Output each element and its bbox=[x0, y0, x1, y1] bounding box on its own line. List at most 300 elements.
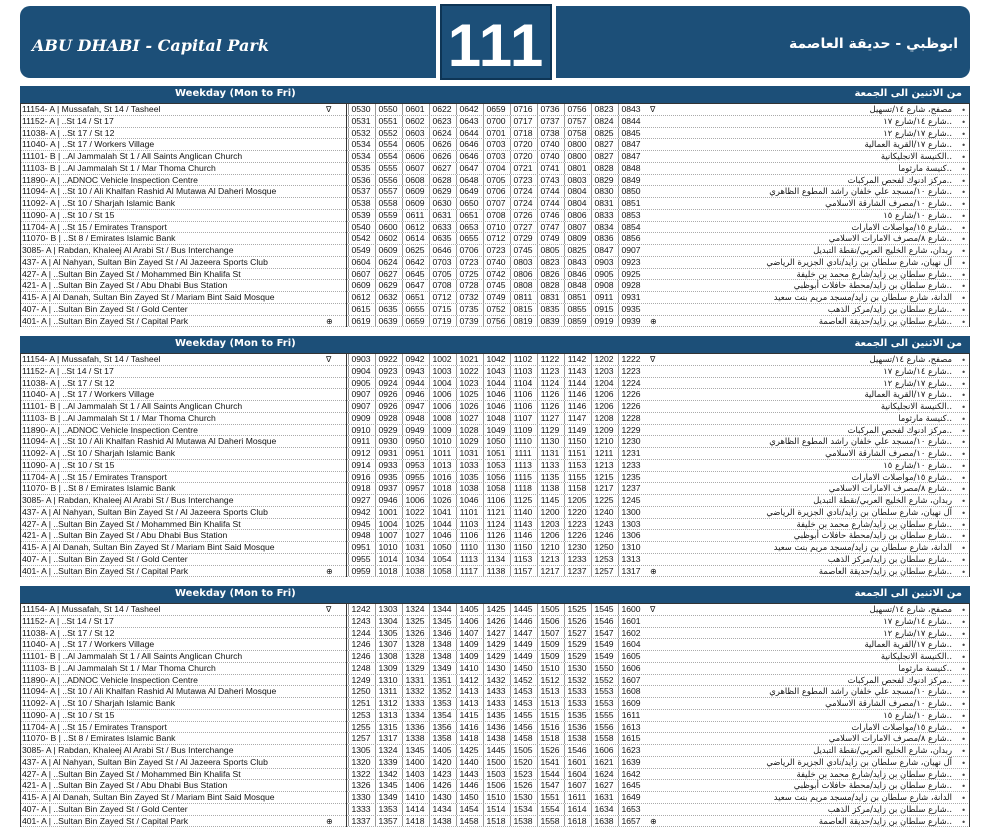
section-title-en: Weekday (Mon to Fri) bbox=[175, 88, 296, 99]
departure-time: 0724 bbox=[510, 186, 535, 197]
departure-times bbox=[348, 757, 648, 768]
departure-time: 1202 bbox=[591, 354, 616, 365]
departure-time: 1004 bbox=[375, 519, 400, 530]
stop-name-en: 11040- A | ..St 17 / Workers Village bbox=[22, 639, 155, 650]
table-row bbox=[20, 507, 970, 519]
table-row bbox=[20, 448, 970, 460]
departure-time: 1210 bbox=[591, 436, 616, 447]
departure-time: 0549 bbox=[348, 245, 373, 256]
table-row bbox=[20, 436, 970, 448]
departure-time: 0907 bbox=[348, 401, 373, 412]
stop-dot-icon: • bbox=[961, 723, 966, 733]
departure-time: 1041 bbox=[429, 507, 454, 518]
departure-time: 1325 bbox=[402, 616, 427, 627]
departure-time: 1609 bbox=[618, 698, 643, 709]
departure-time: 0723 bbox=[483, 245, 508, 256]
departure-time: 0744 bbox=[537, 198, 562, 209]
table-row bbox=[20, 245, 970, 257]
departure-time: 1416 bbox=[456, 722, 481, 733]
departure-time: 1240 bbox=[591, 507, 616, 518]
departure-times bbox=[348, 816, 648, 827]
stop-name-en: 11038- A | ..St 17 / St 12 bbox=[22, 127, 115, 138]
departure-time: 1129 bbox=[537, 425, 562, 436]
departure-times bbox=[348, 128, 648, 139]
departure-time: 1124 bbox=[537, 378, 562, 389]
departure-time: 0927 bbox=[348, 495, 373, 506]
departure-time: 1430 bbox=[483, 663, 508, 674]
departure-time: 0746 bbox=[537, 210, 562, 221]
table-row bbox=[20, 401, 970, 413]
departure-time: 0855 bbox=[564, 304, 589, 315]
table-row bbox=[20, 257, 970, 269]
table-row bbox=[20, 316, 970, 328]
departure-times bbox=[348, 472, 648, 483]
departure-times bbox=[348, 436, 648, 447]
departure-time: 1035 bbox=[456, 472, 481, 483]
departure-time: 1113 bbox=[456, 554, 481, 565]
departure-time: 1053 bbox=[483, 460, 508, 471]
table-row bbox=[20, 604, 970, 616]
stop-name-en: 11040- A | ..St 17 / Workers Village bbox=[22, 139, 155, 150]
departure-time: 1446 bbox=[510, 616, 535, 627]
stop-name-en: 11890- A | ..ADNOC Vehicle Inspection Centre bbox=[22, 424, 198, 435]
departure-time: 0624 bbox=[429, 128, 454, 139]
departure-time: 1138 bbox=[537, 483, 562, 494]
departure-time: 1631 bbox=[591, 792, 616, 803]
departure-time: 0745 bbox=[510, 245, 535, 256]
departure-time: 1143 bbox=[564, 366, 589, 377]
departure-time: 1004 bbox=[429, 378, 454, 389]
departure-time: 1006 bbox=[402, 495, 427, 506]
departure-time: 1331 bbox=[402, 675, 427, 686]
stop-dot-icon: • bbox=[961, 747, 966, 756]
stop-name-ar: ..شارع سلطان بن زايد/شارع محمد بن خليفة bbox=[796, 768, 952, 779]
stop-name-en: 11038- A | ..St 17 / St 12 bbox=[22, 627, 115, 638]
departure-time: 0716 bbox=[510, 104, 535, 115]
departure-time: 1413 bbox=[456, 698, 481, 709]
departure-time: 0823 bbox=[537, 257, 562, 268]
departure-time: 0704 bbox=[483, 163, 508, 174]
departure-time: 0627 bbox=[429, 163, 454, 174]
departure-time: 0651 bbox=[456, 210, 481, 221]
departure-time: 0835 bbox=[537, 304, 562, 315]
stop-name-ar: ..شارع ١٧/القرية العمالية bbox=[864, 639, 952, 650]
departure-times bbox=[348, 292, 648, 303]
departure-time: 0646 bbox=[429, 245, 454, 256]
departure-time: 1223 bbox=[618, 366, 643, 377]
departure-time: 1110 bbox=[456, 542, 481, 553]
timetable-section bbox=[20, 586, 970, 827]
stop-rows bbox=[20, 353, 970, 577]
departure-time: 1607 bbox=[564, 780, 589, 791]
departure-time: 1223 bbox=[564, 519, 589, 530]
stop-dot-icon: • bbox=[961, 367, 966, 377]
departure-time: 1440 bbox=[456, 757, 481, 768]
departure-time: 0659 bbox=[483, 104, 508, 115]
departure-time: 0930 bbox=[375, 436, 400, 447]
departure-time: 1309 bbox=[375, 663, 400, 674]
table-row bbox=[20, 530, 970, 542]
stop-dot-icon: • bbox=[961, 247, 966, 256]
departure-time: 1127 bbox=[537, 413, 562, 424]
departure-time: 1604 bbox=[564, 769, 589, 780]
departure-times bbox=[348, 804, 648, 815]
stop-name-ar: ..شارع سلطان بن زايد/حديقة العاصمة bbox=[818, 815, 952, 826]
departure-time: 0710 bbox=[483, 222, 508, 233]
departure-time: 1253 bbox=[348, 710, 373, 721]
departure-time: 0827 bbox=[591, 151, 616, 162]
departure-time: 0830 bbox=[591, 186, 616, 197]
departure-time: 1324 bbox=[402, 604, 427, 615]
stop-name-ar: مصفح، شارع ١٤/تسهيل bbox=[869, 354, 952, 364]
stop-dot-icon: • bbox=[961, 294, 966, 303]
stop-name-ar: ..شارع ١٠/شارع ١٥ bbox=[883, 709, 952, 720]
departure-time: 0828 bbox=[591, 163, 616, 174]
departure-time: 1027 bbox=[456, 413, 481, 424]
departure-time: 1351 bbox=[429, 675, 454, 686]
departure-time: 0740 bbox=[537, 151, 562, 162]
departure-time: 1512 bbox=[537, 675, 562, 686]
departure-time: 0926 bbox=[375, 389, 400, 400]
departure-time: 1412 bbox=[456, 675, 481, 686]
stop-dot-icon: • bbox=[961, 305, 966, 315]
stop-dot-icon: • bbox=[961, 817, 966, 827]
departure-time: 0639 bbox=[375, 316, 400, 327]
departure-time: 0909 bbox=[348, 413, 373, 424]
departure-time: 1121 bbox=[483, 507, 508, 518]
stop-name-en: 3085- A | Rabdan, Khaleej Al Arabi St / Bus Interchange bbox=[22, 245, 234, 255]
departure-time: 1330 bbox=[348, 792, 373, 803]
departure-time: 1532 bbox=[564, 675, 589, 686]
table-row bbox=[20, 175, 970, 187]
departure-time: 1310 bbox=[618, 542, 643, 553]
departure-time: 1213 bbox=[591, 460, 616, 471]
departure-time: 1044 bbox=[483, 378, 508, 389]
departure-time: 0749 bbox=[483, 292, 508, 303]
departure-times bbox=[348, 542, 648, 553]
departure-time: 0800 bbox=[564, 151, 589, 162]
departure-time: 0728 bbox=[456, 280, 481, 291]
stop-name-ar: ..شارع ١٧/القرية العمالية bbox=[864, 139, 952, 150]
stop-name-en: 401- A | ..Sultan Bin Zayed St / Capital Park bbox=[22, 315, 189, 326]
stop-dot-icon: • bbox=[961, 235, 966, 245]
departure-time: 1555 bbox=[591, 710, 616, 721]
departure-times bbox=[348, 366, 648, 377]
departure-time: 1604 bbox=[618, 639, 643, 650]
departure-time: 0847 bbox=[618, 151, 643, 162]
departure-time: 1042 bbox=[483, 354, 508, 365]
departure-time: 0922 bbox=[375, 354, 400, 365]
departure-time: 0850 bbox=[618, 186, 643, 197]
stop-name-ar: ..الكنيسة الانجليكانية bbox=[880, 401, 952, 411]
departure-times bbox=[348, 616, 648, 627]
departure-time: 1203 bbox=[591, 366, 616, 377]
departure-time: 1432 bbox=[483, 675, 508, 686]
departure-time: 0726 bbox=[510, 210, 535, 221]
stop-dot-icon: • bbox=[961, 711, 966, 721]
start-marker-icon: ∇ bbox=[650, 605, 656, 614]
departure-time: 1618 bbox=[564, 816, 589, 827]
stop-dot-icon: • bbox=[961, 532, 966, 542]
departure-time: 1317 bbox=[618, 566, 643, 577]
departure-times bbox=[348, 222, 648, 233]
departure-time: 1438 bbox=[429, 816, 454, 827]
table-row bbox=[20, 816, 970, 828]
departure-time: 1505 bbox=[537, 604, 562, 615]
departure-time: 1538 bbox=[564, 733, 589, 744]
stop-name-ar: ..شارع ١٧/شارع ١٢ bbox=[883, 627, 952, 638]
stop-name-en: 11103- B | ..Al Jammalah St 1 / Mar Thoma Church bbox=[22, 412, 216, 423]
departure-time: 0719 bbox=[429, 316, 454, 327]
departure-time: 0931 bbox=[618, 292, 643, 303]
departure-time: 0856 bbox=[618, 233, 643, 244]
departure-time: 1414 bbox=[402, 804, 427, 815]
stop-name-ar: ..شارع ١٥/مواصلات الامارات bbox=[851, 721, 952, 732]
departure-time: 1509 bbox=[537, 639, 562, 650]
departure-time: 1111 bbox=[510, 448, 535, 459]
departure-time: 1138 bbox=[483, 566, 508, 577]
departure-time: 0706 bbox=[456, 245, 481, 256]
table-row bbox=[20, 222, 970, 234]
departure-time: 1458 bbox=[456, 816, 481, 827]
stop-name-ar: ..شارع ٨/مصرف الامارات الاسلامي bbox=[828, 733, 952, 744]
table-row bbox=[20, 186, 970, 198]
table-row bbox=[20, 483, 970, 495]
departure-time: 1405 bbox=[456, 604, 481, 615]
stop-dot-icon: • bbox=[961, 200, 966, 209]
departure-time: 1038 bbox=[456, 483, 481, 494]
table-row bbox=[20, 722, 970, 734]
departure-time: 0629 bbox=[429, 186, 454, 197]
table-row bbox=[20, 792, 970, 804]
departure-time: 1237 bbox=[564, 566, 589, 577]
departure-time: 1130 bbox=[537, 436, 562, 447]
stop-dot-icon: • bbox=[961, 223, 966, 233]
departure-time: 1426 bbox=[483, 616, 508, 627]
departure-time: 1317 bbox=[375, 733, 400, 744]
departure-time: 1353 bbox=[429, 698, 454, 709]
departure-time: 0532 bbox=[348, 128, 373, 139]
stop-dot-icon: • bbox=[961, 688, 966, 698]
departure-times bbox=[348, 245, 648, 256]
stop-dot-icon: • bbox=[961, 317, 966, 327]
departure-time: 1456 bbox=[510, 722, 535, 733]
departure-time: 0801 bbox=[564, 163, 589, 174]
departure-time: 1046 bbox=[483, 389, 508, 400]
departure-time: 0903 bbox=[348, 354, 373, 365]
departure-time: 1103 bbox=[510, 366, 535, 377]
departure-time: 1305 bbox=[375, 628, 400, 639]
departure-time: 1530 bbox=[510, 792, 535, 803]
departure-time: 0602 bbox=[402, 116, 427, 127]
end-marker-icon: ⊕ bbox=[326, 316, 333, 326]
departure-time: 1353 bbox=[375, 804, 400, 815]
departure-times bbox=[348, 460, 648, 471]
departure-time: 0737 bbox=[537, 116, 562, 127]
departure-time: 0720 bbox=[510, 151, 535, 162]
table-row bbox=[20, 542, 970, 554]
departure-time: 0845 bbox=[618, 128, 643, 139]
departure-time: 1500 bbox=[483, 757, 508, 768]
stop-name-en: 11704- A | ..St 15 / Emirates Transport bbox=[22, 471, 167, 482]
stop-name-ar: ..شارع سلطان بن زايد/مركز الذهب bbox=[827, 803, 952, 814]
stop-dot-icon: • bbox=[961, 794, 966, 803]
departure-time: 1614 bbox=[564, 804, 589, 815]
departure-time: 1145 bbox=[537, 495, 562, 506]
departure-time: 1126 bbox=[537, 389, 562, 400]
route-title-ar: ابوظبي - حديقة العاصمة bbox=[789, 36, 958, 52]
table-row bbox=[20, 710, 970, 722]
stop-name-ar: ربدان، شارع الخليج العربي/نقطة التبديل bbox=[813, 745, 952, 755]
departure-time: 1505 bbox=[510, 745, 535, 756]
stop-name-ar: ..شارع ١٠/مصرف الشارقة الاسلامي bbox=[825, 448, 952, 458]
departure-time: 1125 bbox=[510, 495, 535, 506]
departure-time: 1410 bbox=[456, 663, 481, 674]
departure-time: 0534 bbox=[348, 139, 373, 150]
column-divider bbox=[346, 604, 347, 827]
departure-time: 0907 bbox=[618, 245, 643, 256]
departure-time: 1425 bbox=[456, 745, 481, 756]
departure-time: 0829 bbox=[591, 175, 616, 186]
departure-time: 0723 bbox=[510, 175, 535, 186]
stop-name-en: 11704- A | ..St 15 / Emirates Transport bbox=[22, 221, 167, 232]
departure-time: 0948 bbox=[402, 413, 427, 424]
departure-time: 1026 bbox=[456, 401, 481, 412]
departure-times bbox=[348, 675, 648, 686]
departure-time: 1558 bbox=[591, 733, 616, 744]
stop-dot-icon: • bbox=[961, 356, 966, 365]
departure-time: 0916 bbox=[348, 472, 373, 483]
departure-time: 0633 bbox=[429, 222, 454, 233]
departure-time: 0603 bbox=[402, 128, 427, 139]
departure-time: 1038 bbox=[402, 566, 427, 577]
stop-name-ar: ..شارع ١٠/شارع ١٥ bbox=[883, 209, 952, 220]
departure-time: 0628 bbox=[429, 175, 454, 186]
table-row bbox=[20, 651, 970, 663]
departure-time: 1357 bbox=[375, 816, 400, 827]
departure-time: 1308 bbox=[375, 651, 400, 662]
departure-time: 0552 bbox=[375, 128, 400, 139]
departure-time: 1623 bbox=[618, 745, 643, 756]
departure-time: 0740 bbox=[537, 139, 562, 150]
departure-time: 1146 bbox=[564, 389, 589, 400]
departure-time: 0550 bbox=[375, 104, 400, 115]
departure-time: 1233 bbox=[618, 460, 643, 471]
departure-time: 1425 bbox=[483, 604, 508, 615]
stop-name-ar: ..مركز ادنوك لفحص المركبات bbox=[847, 424, 952, 435]
departure-time: 1130 bbox=[483, 542, 508, 553]
departure-times bbox=[348, 210, 648, 221]
stop-dot-icon: • bbox=[961, 664, 966, 674]
departure-time: 0605 bbox=[402, 139, 427, 150]
departure-time: 0937 bbox=[375, 483, 400, 494]
departure-times bbox=[348, 175, 648, 186]
departure-time: 0848 bbox=[564, 280, 589, 291]
table-row bbox=[20, 780, 970, 792]
departure-time: 1455 bbox=[510, 710, 535, 721]
departure-time: 1410 bbox=[402, 792, 427, 803]
departure-time: 1049 bbox=[483, 425, 508, 436]
stop-name-ar: ..شارع ٨/مصرف الامارات الاسلامي bbox=[828, 483, 952, 494]
departure-time: 1551 bbox=[537, 792, 562, 803]
departure-times bbox=[348, 233, 648, 244]
departure-time: 0735 bbox=[456, 304, 481, 315]
stop-name-en: 11101- B | ..Al Jammalah St 1 / All Saints Anglican Church bbox=[22, 401, 243, 411]
departure-time: 1143 bbox=[510, 519, 535, 530]
departure-time: 1051 bbox=[483, 448, 508, 459]
stop-name-ar: ربدان، شارع الخليج العربي/نقطة التبديل bbox=[813, 495, 952, 505]
departure-time: 1135 bbox=[537, 472, 562, 483]
departure-time: 1354 bbox=[429, 710, 454, 721]
departure-time: 1225 bbox=[591, 495, 616, 506]
departure-times bbox=[348, 604, 648, 615]
stop-name-en: 415- A | Al Danah, Sultan Bin Zayed St / Mariam Bint Said Mosque bbox=[22, 542, 275, 552]
departure-time: 1242 bbox=[348, 604, 373, 615]
departure-time: 0604 bbox=[348, 257, 373, 268]
departure-times bbox=[348, 566, 648, 577]
departure-times bbox=[348, 198, 648, 209]
departure-time: 1101 bbox=[456, 507, 481, 518]
departure-time: 1023 bbox=[456, 378, 481, 389]
departure-time: 0747 bbox=[537, 222, 562, 233]
section-title-ar: من الاثنين الى الجمعة bbox=[854, 88, 962, 99]
table-row bbox=[20, 686, 970, 698]
departure-time: 1516 bbox=[537, 722, 562, 733]
departure-time: 1348 bbox=[429, 639, 454, 650]
departure-time: 0946 bbox=[402, 389, 427, 400]
departure-time: 0646 bbox=[456, 139, 481, 150]
stop-name-ar: مصفح، شارع ١٤/تسهيل bbox=[869, 104, 952, 114]
departure-times bbox=[348, 639, 648, 650]
departure-time: 1211 bbox=[591, 448, 616, 459]
stop-name-ar: ..شارع سلطان بن زايد/محطة حافلات أبوظبي bbox=[793, 780, 952, 791]
departure-time: 0944 bbox=[402, 378, 427, 389]
departure-time: 1338 bbox=[402, 733, 427, 744]
departure-times bbox=[348, 257, 648, 268]
departure-time: 1556 bbox=[591, 722, 616, 733]
departure-time: 0721 bbox=[510, 163, 535, 174]
departure-time: 1406 bbox=[456, 616, 481, 627]
stop-dot-icon: • bbox=[961, 735, 966, 745]
departure-time: 1133 bbox=[537, 460, 562, 471]
departure-time: 0607 bbox=[348, 269, 373, 280]
departure-time: 1510 bbox=[483, 792, 508, 803]
stop-dot-icon: • bbox=[961, 414, 966, 424]
departure-time: 0644 bbox=[456, 128, 481, 139]
departure-time: 1122 bbox=[537, 354, 562, 365]
stop-dot-icon: • bbox=[961, 282, 966, 292]
route-number-panel bbox=[440, 4, 552, 80]
departure-time: 0649 bbox=[456, 186, 481, 197]
departure-time: 1526 bbox=[537, 745, 562, 756]
departure-time: 0823 bbox=[591, 104, 616, 115]
departure-time: 0843 bbox=[564, 257, 589, 268]
departure-time: 1257 bbox=[348, 733, 373, 744]
departure-time: 0642 bbox=[402, 257, 427, 268]
departure-time: 1110 bbox=[510, 436, 535, 447]
departure-time: 0717 bbox=[510, 116, 535, 127]
departure-time: 1013 bbox=[429, 460, 454, 471]
departure-time: 1550 bbox=[591, 663, 616, 674]
departure-time: 0609 bbox=[348, 280, 373, 291]
departure-time: 1339 bbox=[375, 757, 400, 768]
departure-time: 1349 bbox=[429, 663, 454, 674]
table-row bbox=[20, 280, 970, 292]
stop-name-en: 427- A | ..Sultan Bin Zayed St / Mohammed Bin Khalifa St bbox=[22, 268, 241, 279]
departure-time: 0939 bbox=[618, 316, 643, 327]
departure-time: 1520 bbox=[510, 757, 535, 768]
departure-time: 1106 bbox=[456, 530, 481, 541]
